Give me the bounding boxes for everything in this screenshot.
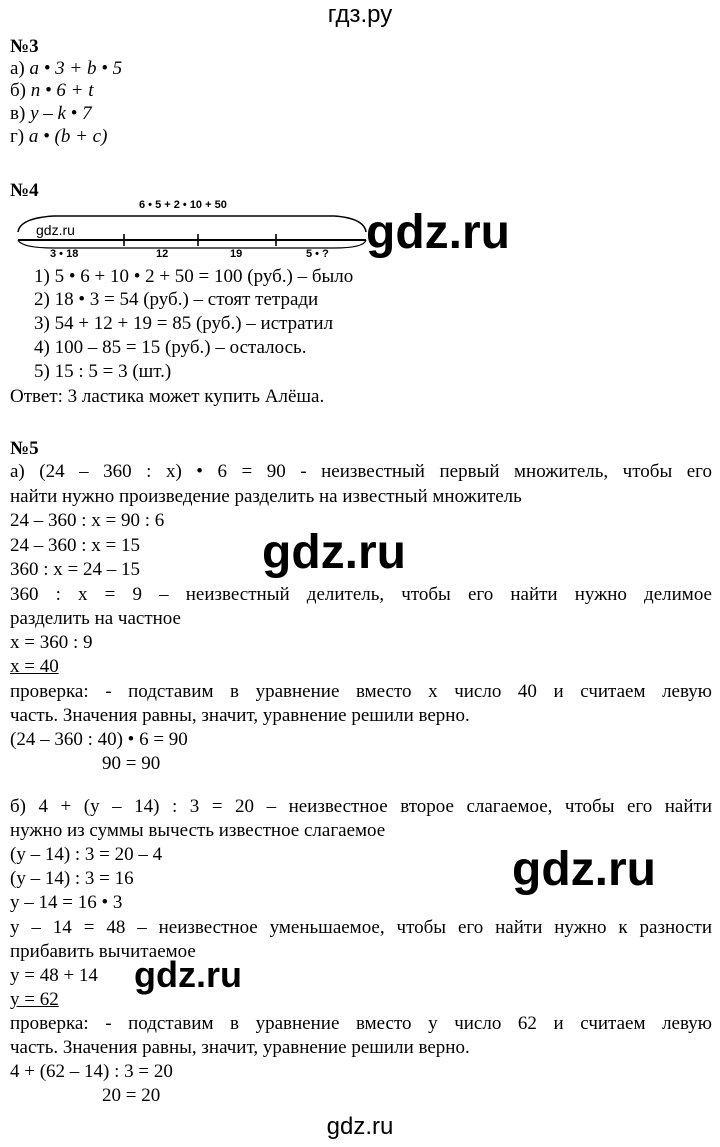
diagram-label-3: 19 bbox=[230, 248, 243, 260]
diagram-label-4: 5 • ? bbox=[306, 248, 329, 260]
task5-b-line: y – 14 = 16 • 3 bbox=[10, 892, 123, 913]
watermark: gdz.ru bbox=[134, 954, 242, 995]
task5-b-line: 20 = 20 bbox=[102, 1085, 161, 1106]
task5-a-result: x = 40 bbox=[10, 656, 59, 677]
watermark: gdz.ru bbox=[262, 526, 406, 579]
task3-item-c-prefix: в) bbox=[10, 103, 26, 124]
task5-a-line: (24 – 360 : 40) • 6 = 90 bbox=[10, 729, 188, 750]
small-watermark: gdz.ru bbox=[36, 222, 75, 238]
task3-item-d bbox=[10, 126, 712, 148]
task3-item-a-expr: a • 3 + b • 5 bbox=[29, 58, 123, 79]
task5-a-line: найти нужно произведение разделить на известный множитель bbox=[10, 486, 522, 507]
task5-title: №5 bbox=[10, 438, 39, 459]
task3-item-b-prefix: б) bbox=[10, 80, 26, 101]
task4-step-1: 1) 5 • 6 + 10 • 2 + 50 = 100 (руб.) – было bbox=[34, 266, 354, 287]
task5-a-line: 24 – 360 : x = 15 bbox=[10, 535, 140, 556]
task5-a-line: проверка: - подставим в уравнение вместо x число 40 и считаем левую bbox=[10, 681, 712, 702]
watermark: gdz.ru bbox=[366, 206, 510, 259]
task5-b-line: б) 4 + (y – 14) : 3 = 20 – неизвестное второе слагаемое, чтобы его найти bbox=[10, 796, 712, 817]
site-header: гдз.ру bbox=[327, 1, 393, 28]
task3-item-c-expr: y – k • 7 bbox=[30, 103, 92, 124]
task5-b-line: (y – 14) : 3 = 20 – 4 bbox=[10, 844, 163, 865]
task5-b-line: прибавить вычитаемое bbox=[10, 941, 196, 962]
watermark: gdz.ru bbox=[512, 843, 656, 896]
task5-b-line: 4 + (62 – 14) : 3 = 20 bbox=[10, 1061, 173, 1082]
task3-item-a bbox=[10, 58, 712, 80]
task3-item-a-prefix: а) bbox=[10, 58, 25, 79]
diagram-label-2: 12 bbox=[156, 248, 169, 260]
task3-item-b bbox=[10, 80, 712, 102]
site-footer: gdz.ru bbox=[326, 1113, 394, 1140]
task4-step-5: 5) 15 : 5 = 3 (шт.) bbox=[34, 361, 172, 382]
bottom-brace bbox=[18, 240, 366, 248]
task3-item-d-prefix: г) bbox=[10, 126, 25, 147]
task5-a-line: x = 360 : 9 bbox=[10, 632, 93, 653]
task4-step-2: 2) 18 • 3 = 54 (руб.) – стоят тетради bbox=[34, 289, 319, 310]
task5-a-line: 24 – 360 : x = 90 : 6 bbox=[10, 510, 165, 531]
task5-b-result: y = 62 bbox=[10, 989, 59, 1010]
task4-title: №4 bbox=[10, 180, 39, 201]
diagram-label-1: 3 • 18 bbox=[50, 248, 79, 260]
task5-b-line: часть. Значения равны, значит, уравнение решили верно. bbox=[10, 1037, 470, 1058]
task3-item-d-expr: a • (b + c) bbox=[28, 126, 108, 147]
task3-item-c bbox=[10, 103, 712, 125]
task5-a-line: 90 = 90 bbox=[102, 753, 161, 774]
segment-diagram bbox=[14, 196, 374, 262]
task5-a-line: разделить на частное bbox=[10, 608, 181, 629]
task4-answer: Ответ: 3 ластика может купить Алёша. bbox=[10, 386, 325, 407]
task5-b-line: нужно из суммы вычесть известное слагаемое bbox=[10, 820, 386, 841]
task5-b-line: (y – 14) : 3 = 16 bbox=[10, 868, 134, 889]
task5-a-line: 360 : x = 9 – неизвестный делитель, чтобы его найти нужно делимое bbox=[10, 584, 712, 605]
task3-title: №3 bbox=[10, 36, 39, 57]
task5-b-line: проверка: - подставим в уравнение вместо y число 62 и считаем левую bbox=[10, 1013, 712, 1034]
task5-b-line: y – 14 = 48 – неизвестное уменьшаемое, чтобы его найти нужно к разности bbox=[10, 917, 712, 938]
task3-item-b-expr: n • 6 + t bbox=[30, 80, 94, 101]
task4-step-4: 4) 100 – 85 = 15 (руб.) – осталось. bbox=[34, 337, 307, 358]
task5-a-line: часть. Значения равны, значит, уравнение решили верно. bbox=[10, 705, 470, 726]
task5-a-line: а) (24 – 360 : x) • 6 = 90 - неизвестный первый множитель, чтобы его bbox=[10, 461, 712, 482]
task4-step-3: 3) 54 + 12 + 19 = 85 (руб.) – истратил bbox=[34, 313, 334, 334]
task5-a-line: 360 : x = 24 – 15 bbox=[10, 559, 140, 580]
task5-b-line: y = 48 + 14 bbox=[10, 965, 98, 986]
diagram-top-label: 6 • 5 + 2 • 10 + 50 bbox=[139, 199, 227, 211]
